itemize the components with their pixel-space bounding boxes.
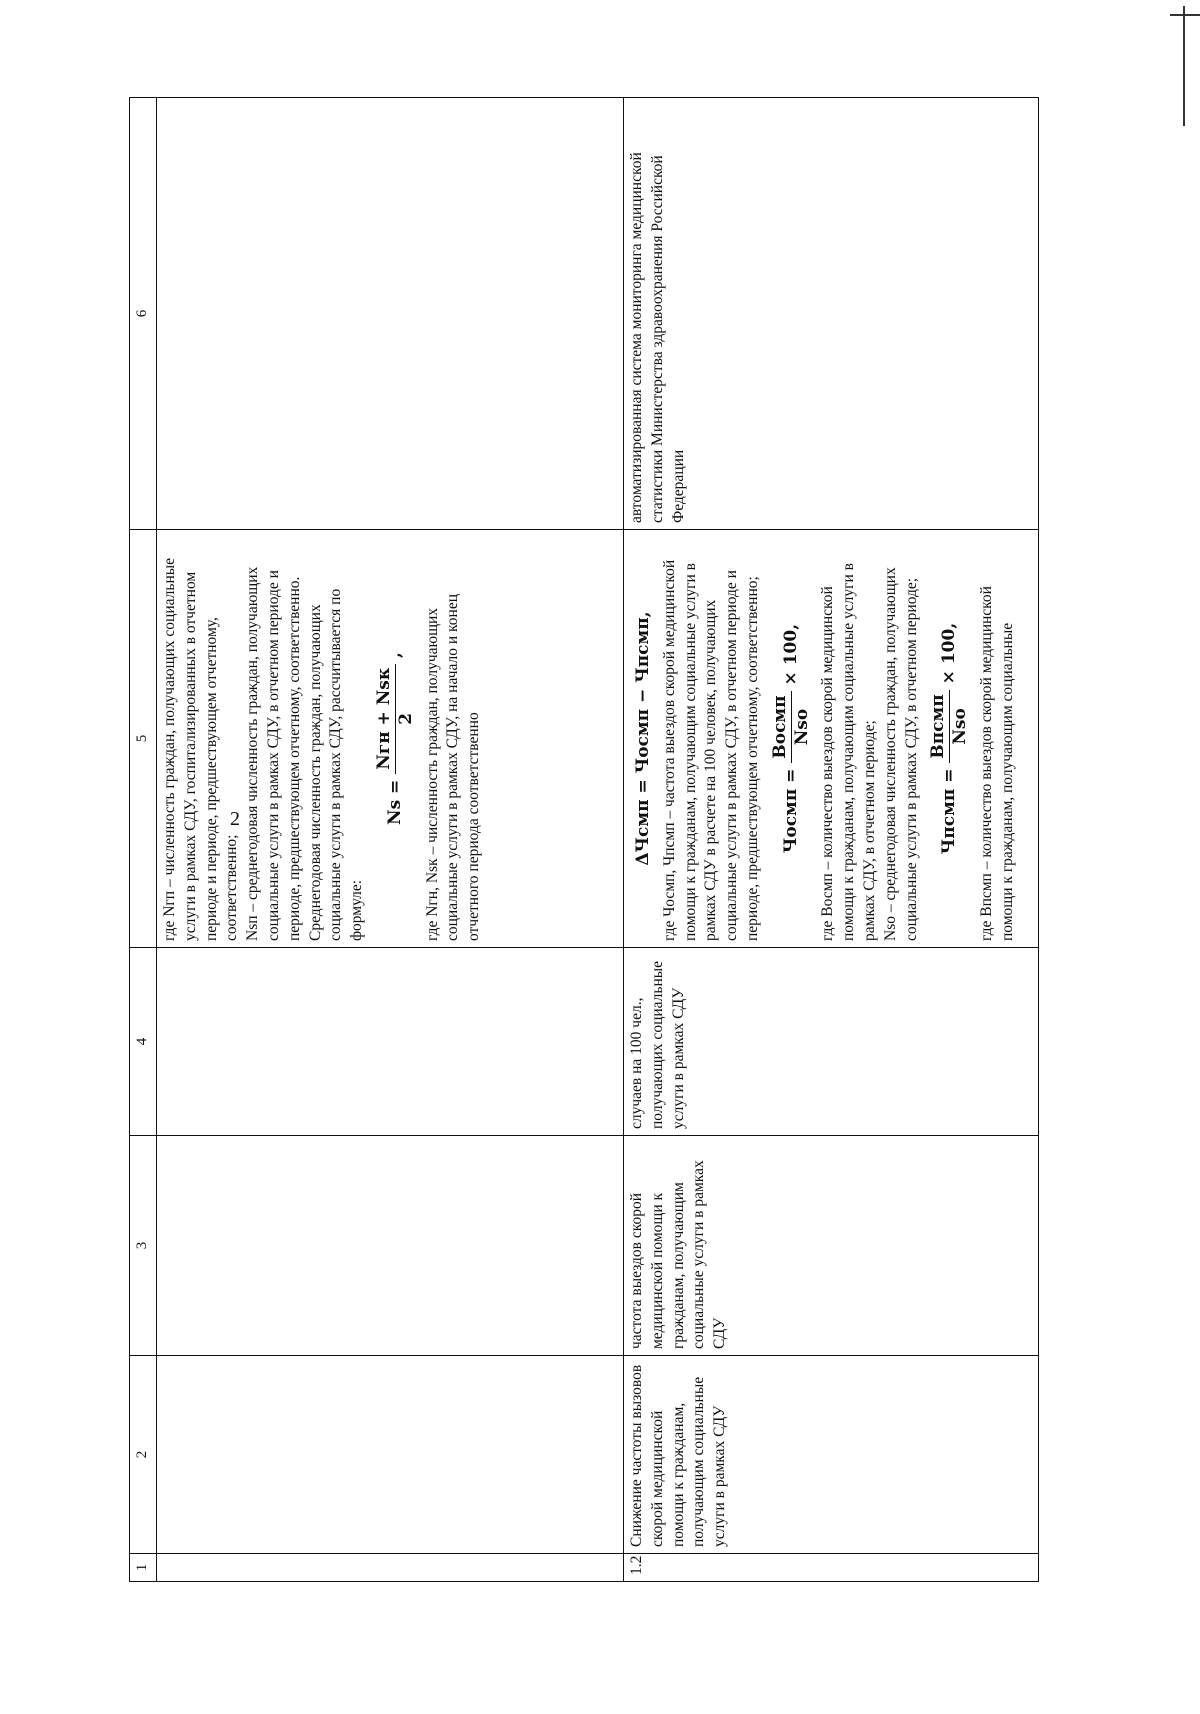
row2-cell-indicator: Снижение частоты вызовов скорой медицинской помощи к гражданам, получающим социальные услуги в рамках СДУ xyxy=(624,1356,1039,1554)
col-header-2: 2 xyxy=(130,1356,157,1554)
average-formula xyxy=(374,536,417,941)
col-header-5: 5 xyxy=(130,530,157,948)
row2-text-2: где Восмп – количество выездов скорой медицинской помощи к гражданам, получающим социальные услуги в рамках СДУ, в отчетном периоде; xyxy=(819,563,878,941)
formula-fraction xyxy=(928,690,971,762)
formula-denominator: Nsо xyxy=(950,708,971,745)
col-header-4: 4 xyxy=(130,948,157,1136)
formula-lhs: Чосмп = xyxy=(780,768,801,854)
row1-cell-source xyxy=(157,98,624,530)
formula-lhs: Чпсмп = xyxy=(939,768,960,855)
delta-formula: ΔЧсмп = Чосмп − Чпсмп, xyxy=(633,611,653,866)
row2-cell-num: 1.2 xyxy=(624,1554,1039,1582)
frequency-formula-previous xyxy=(928,536,971,941)
formula-tail: × 100, xyxy=(939,622,960,685)
row1-text-2: Nsп – среднегодовая численность граждан, получающих социальные услуги в рамках СДУ, в отчетном периоде и периоде, предшествующем отчетному, соответственно. xyxy=(244,566,303,941)
rotated-table-wrapper xyxy=(129,98,1039,1582)
formula-numerator: Впсмп xyxy=(928,690,950,762)
scan-edge-tick xyxy=(1170,14,1200,16)
table-row xyxy=(157,98,624,1582)
col-header-6: 6 xyxy=(130,98,157,530)
frequency-formula-current xyxy=(770,536,813,941)
row2-text-3: Nsо – среднегодовая численность граждан, получающих социальные услуги в рамках СДУ, в отчетном периоде; xyxy=(881,567,920,941)
row2-cell-unit: случаев на 100 чел., получающих социальные услуги в рамках СДУ xyxy=(624,948,1039,1136)
formula-numerator: Nгн + Nsк xyxy=(374,664,396,774)
row2-text-4: где Впсмп – количество выездов скорой медицинской помощи к гражданам, получающим социальные xyxy=(977,586,1016,941)
col-header-3: 3 xyxy=(130,1136,157,1356)
scan-edge-mark xyxy=(1183,6,1185,126)
row1-cell-indicator xyxy=(157,1356,624,1554)
page-number: 2 xyxy=(230,808,240,830)
table-row xyxy=(624,98,1039,1582)
formula-fraction xyxy=(770,691,813,762)
row2-cell-formula xyxy=(624,530,1039,948)
row1-text-1: где Nгп – численность граждан, получающих социальные услуги в рамках СДУ, госпитализированных в отчетном периоде и периоде, предшествующем отчетному, соответственно; xyxy=(161,557,241,941)
row1-cell-unit xyxy=(157,948,624,1136)
row1-cell-formula xyxy=(157,530,624,948)
formula-denominator: Nsо xyxy=(791,708,812,746)
row2-cell-source: автоматизированная система мониторинга медицинской статистики Министерства здравоохранения Российской Федерации xyxy=(624,98,1039,530)
formula-tail: × 100, xyxy=(780,623,801,686)
col-header-1: 1 xyxy=(130,1554,157,1582)
row1-text-3: Среднегодовая численность граждан, получающих социальные услуги в рамках СДУ, рассчитывается по формуле: xyxy=(306,588,366,941)
formula-denominator: 2 xyxy=(395,712,416,725)
row1-cell-measure xyxy=(157,1136,624,1356)
row2-text-1: где Чосмп, Чпсмп – частота выездов скорой медицинской помощи к гражданам, получающим социальные услуги в рамках СДУ в расчете на 100 человек, получающих социальные услуги в рамках СДУ, в отчетном периоде и периоде, предшествующем отчетному, соответственно; xyxy=(660,559,761,941)
row1-cell-num xyxy=(157,1554,624,1582)
indicator-table xyxy=(129,97,1039,1582)
formula-tail: , xyxy=(384,652,405,658)
row2-cell-measure: частота выездов скорой медицинской помощи к гражданам, получающим социальные услуги в рамках СДУ xyxy=(624,1136,1039,1356)
formula-lhs: Ns = xyxy=(384,779,405,825)
formula-numerator: Восмп xyxy=(770,691,792,762)
column-number-row xyxy=(130,98,157,1582)
formula-fraction xyxy=(374,664,417,774)
row1-text-4: где Nгн, Nsк – численность граждан, получающих социальные услуги в рамках СДУ, на начало и конец отчетного периода соответственно xyxy=(423,593,483,941)
